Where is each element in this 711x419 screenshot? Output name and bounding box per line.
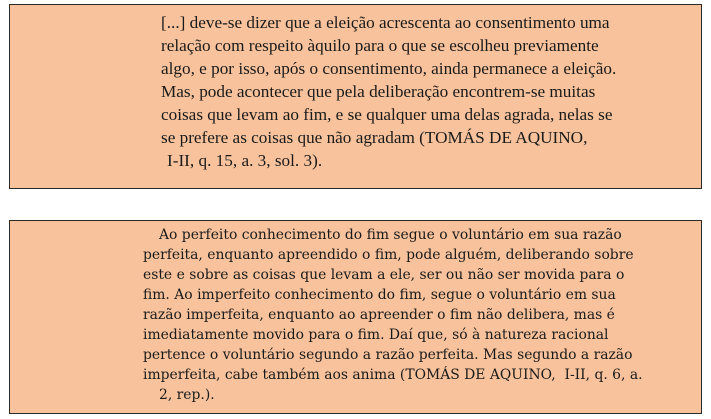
quote-box-2: [9, 220, 702, 414]
quote-1-line-5: coisas que levam ao fim, e se qualquer uma delas agrada, nelas se: [161, 105, 613, 124]
quote-1-line-7: I-II, q. 15, a. 3, sol. 3).: [167, 151, 323, 170]
quote-box-1: [9, 4, 702, 189]
quote-2-line-5: razão imperfeita, enquanto ao apreender o fim não delibera, mas é: [143, 307, 615, 323]
quote-2-line-1: Ao perfeito conhecimento do fim segue o voluntário em sua razão: [159, 227, 622, 243]
quote-1-line-3: algo, e por isso, após o consentimento, ainda permanece a eleição.: [161, 59, 617, 78]
quote-2-line-8: imperfeita, cabe também aos anima (TOMÁS DE AQUINO, I-II, q. 6, a.: [143, 367, 643, 383]
quote-2-line-9: 2, rep.).: [159, 387, 215, 403]
quote-2-line-2: perfeita, enquanto apreendido o fim, pode alguém, deliberando sobre: [143, 247, 634, 263]
quote-2-line-7: pertence o voluntário segundo a razão perfeita. Mas segundo a razão: [143, 347, 633, 363]
quote-2-line-4: fim. Ao imperfeito conhecimento do fim, segue o voluntário em sua: [143, 287, 616, 303]
quote-2-line-3: este e sobre as coisas que levam a ele, ser ou não ser movida para o: [143, 267, 625, 283]
quote-1-line-4: Mas, pode acontecer que pela deliberação encontrem-se muitas: [161, 82, 596, 101]
quote-1-line-1: [...] deve-se dizer que a eleição acrescenta ao consentimento uma: [161, 13, 610, 32]
quote-2-line-6: imediatamente movido para o fim. Daí que, só à natureza racional: [143, 327, 609, 343]
quote-1-line-2: relação com respeito àquilo para o que se escolheu previamente: [161, 36, 599, 55]
quote-1-line-6: se prefere as coisas que não agradam (TOMÁS DE AQUINO,: [161, 128, 588, 147]
